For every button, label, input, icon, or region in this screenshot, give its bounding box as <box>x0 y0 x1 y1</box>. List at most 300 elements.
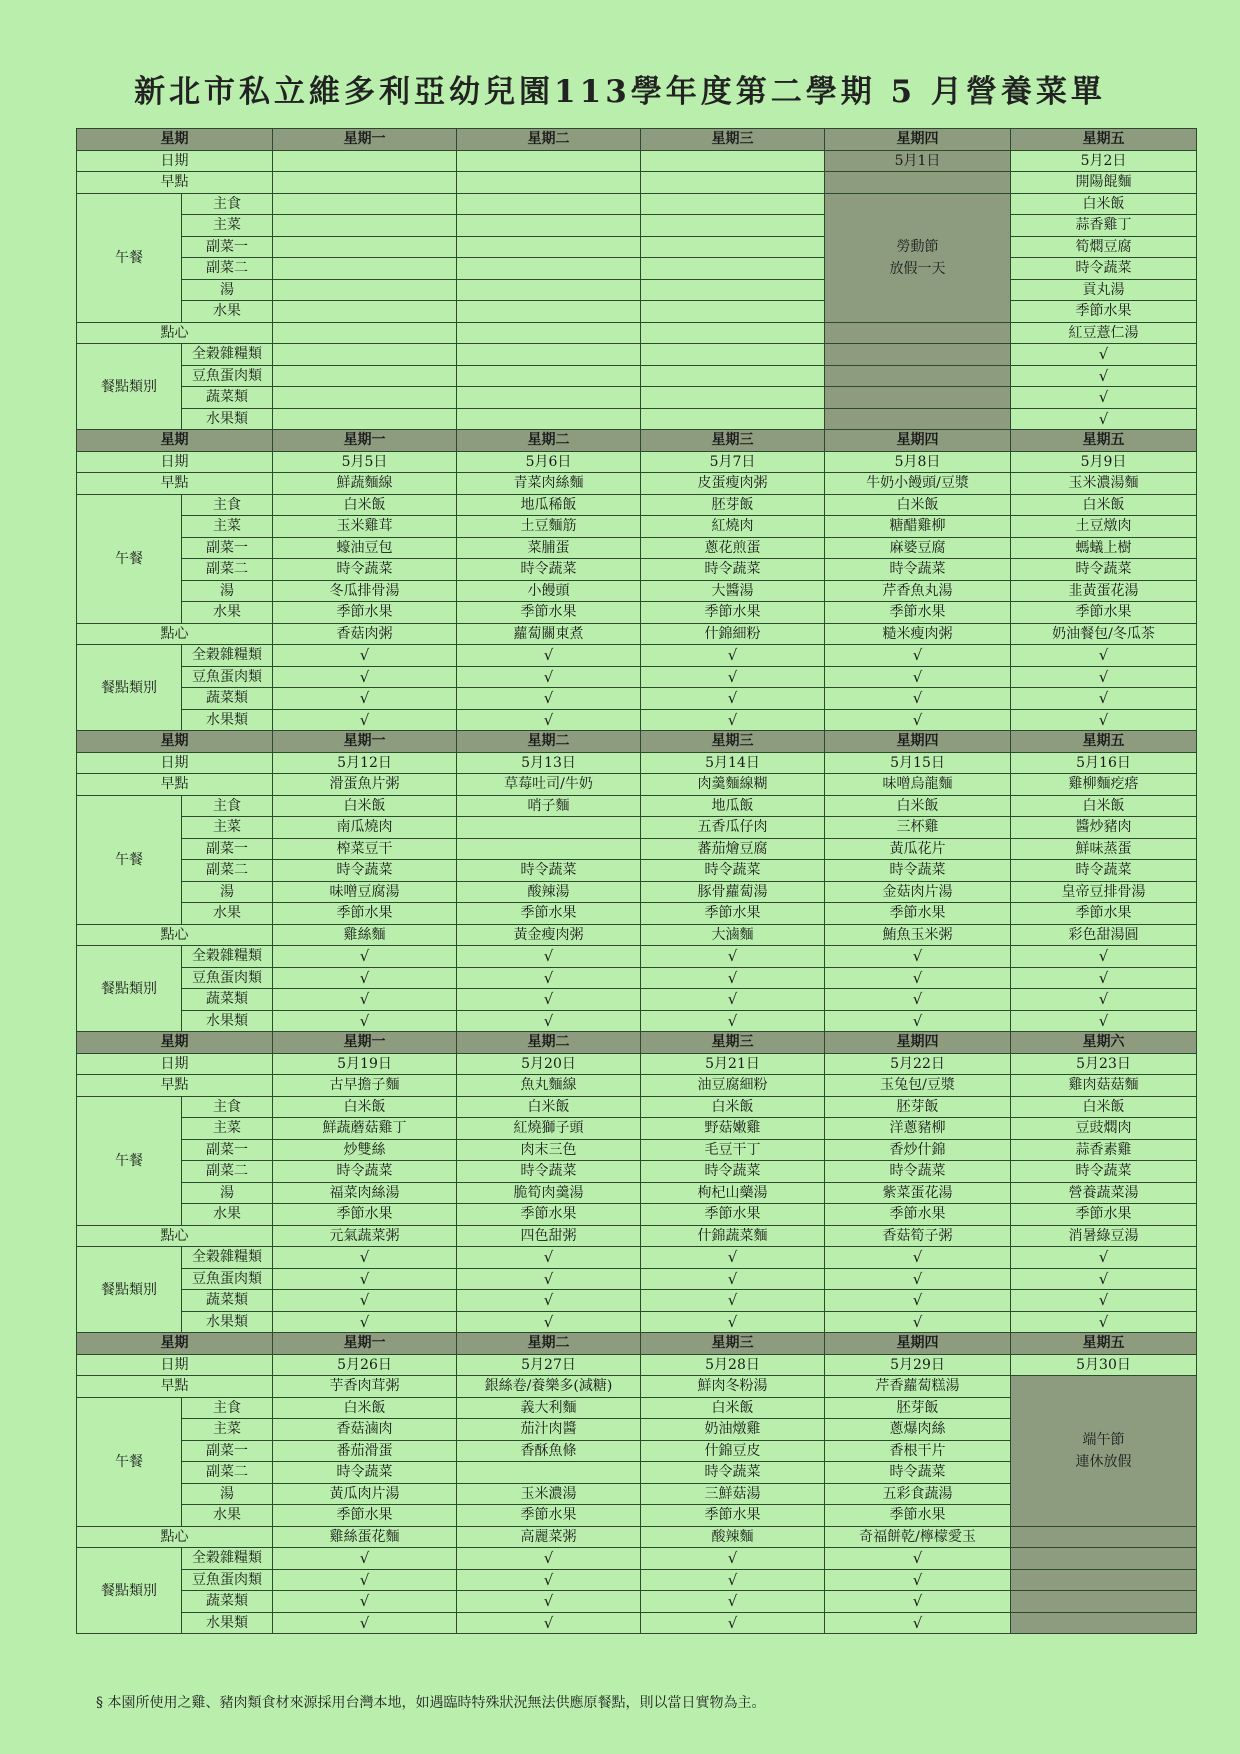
lunch-cell: 紅燒肉 <box>641 516 825 538</box>
check-mark-icon: √ <box>912 1291 923 1310</box>
check-mark-icon: √ <box>543 646 554 665</box>
breakfast-cell: 牛奶小饅頭/豆漿 <box>825 473 1011 495</box>
check-cell <box>641 688 825 710</box>
breakfast-cell: 玉米濃湯麵 <box>1011 473 1197 495</box>
lunch-item-label: 主菜 <box>182 1118 273 1140</box>
check-cell <box>641 408 825 430</box>
lunch-row <box>77 838 1197 860</box>
lunch-cell: 時令蔬菜 <box>825 860 1011 882</box>
check-cell <box>273 645 457 667</box>
check-cell <box>641 365 825 387</box>
breakfast-row <box>77 774 1197 796</box>
check-mark-icon: √ <box>727 1592 738 1611</box>
snack-cell: 四色甜粥 <box>457 1225 641 1247</box>
category-item-label: 水果類 <box>182 709 273 731</box>
check-mark-icon: √ <box>543 1291 554 1310</box>
check-mark-icon: √ <box>727 947 738 966</box>
lunch-cell: 時令蔬菜 <box>273 860 457 882</box>
lunch-item-label: 水果 <box>182 1204 273 1226</box>
lunch-cell: 胚芽飯 <box>825 1096 1011 1118</box>
category-row <box>77 946 1197 968</box>
lunch-cell <box>457 1462 641 1484</box>
category-item-label: 蔬菜類 <box>182 989 273 1011</box>
weekday-cell: 星期三 <box>641 129 825 151</box>
category-row <box>77 967 1197 989</box>
lunch-cell: 季節水果 <box>641 903 825 925</box>
lunch-cell: 糖醋雞柳 <box>825 516 1011 538</box>
date-cell: 5月2日 <box>1011 150 1197 172</box>
check-cell <box>641 387 825 409</box>
lunch-row <box>77 215 1197 237</box>
snack-cell: 高麗菜粥 <box>457 1526 641 1548</box>
lunch-item-label: 湯 <box>182 881 273 903</box>
lunch-cell: 豆豉燜肉 <box>1011 1118 1197 1140</box>
breakfast-cell: 芋香肉茸粥 <box>273 1376 457 1398</box>
check-cell <box>457 1612 641 1634</box>
check-mark-icon: √ <box>727 1570 738 1589</box>
weekday-cell: 星期五 <box>1011 1333 1197 1355</box>
weekday-cell: 星期六 <box>1011 1032 1197 1054</box>
breakfast-cell: 古早擔子麵 <box>273 1075 457 1097</box>
category-item-label: 水果類 <box>182 1010 273 1032</box>
lunch-item-label: 副菜一 <box>182 1139 273 1161</box>
breakfast-cell: 草莓吐司/牛奶 <box>457 774 641 796</box>
category-row <box>77 1591 1197 1613</box>
category-row <box>77 1311 1197 1333</box>
lunch-label: 午餐 <box>77 193 182 322</box>
lunch-cell: 脆筍肉羹湯 <box>457 1182 641 1204</box>
check-cell <box>1011 387 1197 409</box>
lunch-cell <box>641 301 825 323</box>
weekday-label: 星期 <box>77 430 273 452</box>
category-item-label: 豆魚蛋肉類 <box>182 365 273 387</box>
category-row <box>77 1010 1197 1032</box>
check-cell <box>1011 946 1197 968</box>
lunch-item-label: 湯 <box>182 1182 273 1204</box>
check-cell <box>273 967 457 989</box>
lunch-cell <box>273 193 457 215</box>
breakfast-row <box>77 172 1197 194</box>
snack-cell: 糙米瘦肉粥 <box>825 623 1011 645</box>
category-item-label: 蔬菜類 <box>182 387 273 409</box>
date-cell: 5月26日 <box>273 1354 457 1376</box>
lunch-cell <box>641 279 825 301</box>
lunch-cell: 蒜香素雞 <box>1011 1139 1197 1161</box>
lunch-item-label: 主食 <box>182 795 273 817</box>
snack-cell: 香菇肉粥 <box>273 623 457 645</box>
lunch-cell: 地瓜飯 <box>641 795 825 817</box>
lunch-label: 午餐 <box>77 795 182 924</box>
category-item-label: 全穀雜糧類 <box>182 344 273 366</box>
snack-cell: 鮪魚玉米粥 <box>825 924 1011 946</box>
check-mark-icon: √ <box>543 990 554 1009</box>
lunch-cell <box>457 301 641 323</box>
lunch-cell: 時令蔬菜 <box>457 559 641 581</box>
check-mark-icon: √ <box>543 1011 554 1030</box>
check-cell <box>641 1311 825 1333</box>
category-item-label: 全穀雜糧類 <box>182 1548 273 1570</box>
check-mark-icon: √ <box>359 1248 370 1267</box>
lunch-row <box>77 1182 1197 1204</box>
check-mark-icon: √ <box>1098 1269 1109 1288</box>
check-cell <box>457 946 641 968</box>
lunch-cell: 季節水果 <box>273 903 457 925</box>
date-cell: 5月22日 <box>825 1053 1011 1075</box>
check-mark-icon: √ <box>1098 968 1109 987</box>
breakfast-row <box>77 1376 1197 1398</box>
category-item-label: 蔬菜類 <box>182 1591 273 1613</box>
check-mark-icon: √ <box>543 1613 554 1632</box>
check-mark-icon: √ <box>912 1613 923 1632</box>
breakfast-cell: 肉羹麵線糊 <box>641 774 825 796</box>
lunch-cell: 時令蔬菜 <box>457 1161 641 1183</box>
category-row <box>77 666 1197 688</box>
lunch-cell: 韭黃蛋花湯 <box>1011 580 1197 602</box>
lunch-cell: 季節水果 <box>1011 1204 1197 1226</box>
check-mark-icon: √ <box>1098 710 1109 729</box>
date-cell: 5月15日 <box>825 752 1011 774</box>
check-mark-icon: √ <box>912 1592 923 1611</box>
lunch-cell: 營養蔬菜湯 <box>1011 1182 1197 1204</box>
check-cell <box>457 1311 641 1333</box>
lunch-row <box>77 279 1197 301</box>
lunch-item-label: 主食 <box>182 494 273 516</box>
check-mark-icon: √ <box>727 1549 738 1568</box>
category-item-label: 全穀雜糧類 <box>182 1247 273 1269</box>
lunch-item-label: 主菜 <box>182 817 273 839</box>
week-header-row <box>77 1032 1197 1054</box>
weekday-label: 星期 <box>77 731 273 753</box>
lunch-cell: 地瓜稀飯 <box>457 494 641 516</box>
lunch-cell: 紅燒獅子頭 <box>457 1118 641 1140</box>
category-row <box>77 688 1197 710</box>
lunch-cell: 白米飯 <box>641 1096 825 1118</box>
date-label: 日期 <box>77 451 273 473</box>
weekday-cell: 星期五 <box>1011 731 1197 753</box>
check-mark-icon: √ <box>543 1570 554 1589</box>
check-cell <box>1011 1591 1197 1613</box>
lunch-row <box>77 1096 1197 1118</box>
check-mark-icon: √ <box>359 1269 370 1288</box>
lunch-item-label: 湯 <box>182 1483 273 1505</box>
lunch-cell: 榨菜豆干 <box>273 838 457 860</box>
menu-table <box>76 128 1197 1634</box>
lunch-cell: 蔥花煎蛋 <box>641 537 825 559</box>
lunch-cell <box>641 236 825 258</box>
lunch-cell: 香根干片 <box>825 1440 1011 1462</box>
lunch-cell: 什錦豆皮 <box>641 1440 825 1462</box>
check-cell <box>1011 1612 1197 1634</box>
holiday-text: 放假一天 <box>889 260 946 277</box>
check-cell <box>825 645 1011 667</box>
check-cell <box>273 408 457 430</box>
category-item-label: 豆魚蛋肉類 <box>182 967 273 989</box>
check-cell <box>457 1290 641 1312</box>
snack-cell <box>457 322 641 344</box>
check-cell <box>641 1591 825 1613</box>
lunch-row <box>77 258 1197 280</box>
check-mark-icon: √ <box>359 1613 370 1632</box>
lunch-cell: 香炒什錦 <box>825 1139 1011 1161</box>
category-row <box>77 344 1197 366</box>
check-cell <box>273 1247 457 1269</box>
date-cell: 5月27日 <box>457 1354 641 1376</box>
date-label: 日期 <box>77 752 273 774</box>
lunch-item-label: 主菜 <box>182 516 273 538</box>
check-mark-icon: √ <box>912 990 923 1009</box>
check-mark-icon: √ <box>727 1248 738 1267</box>
lunch-cell: 玉米濃湯 <box>457 1483 641 1505</box>
category-item-label: 水果類 <box>182 1311 273 1333</box>
breakfast-cell: 滑蛋魚片粥 <box>273 774 457 796</box>
holiday-cell <box>1011 1376 1197 1527</box>
check-cell <box>457 645 641 667</box>
weekday-cell: 星期二 <box>457 430 641 452</box>
check-cell <box>273 946 457 968</box>
date-cell: 5月19日 <box>273 1053 457 1075</box>
lunch-cell: 蕃茄燴豆腐 <box>641 838 825 860</box>
check-mark-icon: √ <box>727 1011 738 1030</box>
check-cell <box>457 967 641 989</box>
week-header-row <box>77 1333 1197 1355</box>
weekday-cell: 星期四 <box>825 1032 1011 1054</box>
check-cell <box>825 1612 1011 1634</box>
snack-cell: 酸辣麵 <box>641 1526 825 1548</box>
check-cell <box>457 365 641 387</box>
lunch-cell: 鮮蔬蘑菇雞丁 <box>273 1118 457 1140</box>
snack-row <box>77 1225 1197 1247</box>
weekday-label: 星期 <box>77 1032 273 1054</box>
check-cell <box>1011 1268 1197 1290</box>
lunch-row <box>77 537 1197 559</box>
lunch-item-label: 副菜一 <box>182 236 273 258</box>
breakfast-cell: 銀絲卷/養樂多(減糖) <box>457 1376 641 1398</box>
breakfast-cell: 雞肉菇菇麵 <box>1011 1075 1197 1097</box>
weekday-label: 星期 <box>77 1333 273 1355</box>
breakfast-cell: 開陽餛麵 <box>1011 172 1197 194</box>
lunch-cell <box>457 838 641 860</box>
lunch-cell: 五彩食蔬湯 <box>825 1483 1011 1505</box>
check-mark-icon: √ <box>912 1549 923 1568</box>
lunch-cell: 季節水果 <box>273 1505 457 1527</box>
lunch-row <box>77 1139 1197 1161</box>
check-cell <box>1011 688 1197 710</box>
lunch-cell: 白米飯 <box>1011 193 1197 215</box>
check-cell <box>825 344 1011 366</box>
snack-cell: 什錦細粉 <box>641 623 825 645</box>
weekday-cell: 星期四 <box>825 430 1011 452</box>
lunch-cell: 時令蔬菜 <box>641 860 825 882</box>
check-mark-icon: √ <box>912 1269 923 1288</box>
check-cell <box>1011 1010 1197 1032</box>
check-cell <box>273 666 457 688</box>
check-cell <box>1011 1290 1197 1312</box>
date-cell <box>641 150 825 172</box>
check-mark-icon: √ <box>359 1592 370 1611</box>
category-item-label: 豆魚蛋肉類 <box>182 666 273 688</box>
lunch-cell: 時令蔬菜 <box>273 1462 457 1484</box>
weekday-cell: 星期一 <box>273 430 457 452</box>
lunch-cell: 冬瓜排骨湯 <box>273 580 457 602</box>
lunch-cell: 哨子麵 <box>457 795 641 817</box>
check-cell <box>641 1569 825 1591</box>
check-mark-icon: √ <box>912 1248 923 1267</box>
category-row <box>77 408 1197 430</box>
check-cell <box>825 1010 1011 1032</box>
lunch-item-label: 副菜二 <box>182 860 273 882</box>
check-mark-icon: √ <box>359 1011 370 1030</box>
snack-cell: 紅豆薏仁湯 <box>1011 322 1197 344</box>
lunch-cell: 季節水果 <box>1011 301 1197 323</box>
check-cell <box>273 709 457 731</box>
check-cell <box>273 1268 457 1290</box>
lunch-cell <box>641 193 825 215</box>
lunch-cell: 白米飯 <box>1011 1096 1197 1118</box>
check-cell <box>273 387 457 409</box>
check-cell <box>457 666 641 688</box>
check-cell <box>825 688 1011 710</box>
check-mark-icon: √ <box>543 1248 554 1267</box>
breakfast-row <box>77 1075 1197 1097</box>
check-mark-icon: √ <box>359 667 370 686</box>
check-cell <box>825 709 1011 731</box>
date-row <box>77 451 1197 473</box>
check-mark-icon: √ <box>543 689 554 708</box>
lunch-cell: 三杯雞 <box>825 817 1011 839</box>
lunch-cell: 螞蟻上樹 <box>1011 537 1197 559</box>
check-mark-icon: √ <box>1098 689 1109 708</box>
breakfast-cell: 鮮蔬麵線 <box>273 473 457 495</box>
check-cell <box>641 1612 825 1634</box>
lunch-cell: 麻婆豆腐 <box>825 537 1011 559</box>
lunch-cell: 季節水果 <box>1011 602 1197 624</box>
date-cell: 5月12日 <box>273 752 457 774</box>
date-cell: 5月23日 <box>1011 1053 1197 1075</box>
check-cell <box>1011 666 1197 688</box>
check-cell <box>641 1548 825 1570</box>
check-mark-icon: √ <box>912 710 923 729</box>
date-row <box>77 752 1197 774</box>
lunch-cell: 胚芽飯 <box>825 1397 1011 1419</box>
lunch-cell: 季節水果 <box>641 602 825 624</box>
snack-cell <box>825 322 1011 344</box>
check-cell <box>273 1290 457 1312</box>
check-cell <box>1011 365 1197 387</box>
check-mark-icon: √ <box>727 1291 738 1310</box>
lunch-cell: 季節水果 <box>825 903 1011 925</box>
check-cell <box>273 688 457 710</box>
check-cell <box>273 989 457 1011</box>
check-cell <box>641 989 825 1011</box>
lunch-cell: 筍燜豆腐 <box>1011 236 1197 258</box>
date-cell: 5月9日 <box>1011 451 1197 473</box>
lunch-cell: 時令蔬菜 <box>273 559 457 581</box>
lunch-cell: 白米飯 <box>457 1096 641 1118</box>
check-cell <box>1011 1247 1197 1269</box>
check-mark-icon: √ <box>543 1592 554 1611</box>
check-cell <box>825 1268 1011 1290</box>
weekday-cell: 星期一 <box>273 129 457 151</box>
lunch-cell: 金菇肉片湯 <box>825 881 1011 903</box>
weekday-cell: 星期三 <box>641 1032 825 1054</box>
check-cell <box>825 1311 1011 1333</box>
snack-label: 點心 <box>77 1225 273 1247</box>
check-mark-icon: √ <box>543 667 554 686</box>
holiday-cell <box>825 193 1011 322</box>
lunch-cell: 白米飯 <box>273 795 457 817</box>
lunch-cell: 奶油燉雞 <box>641 1419 825 1441</box>
check-cell <box>457 709 641 731</box>
date-cell <box>457 150 641 172</box>
check-cell <box>1011 1311 1197 1333</box>
breakfast-cell <box>641 172 825 194</box>
breakfast-label: 早點 <box>77 774 273 796</box>
breakfast-cell: 鮮肉冬粉湯 <box>641 1376 825 1398</box>
snack-cell: 彩色甜湯圓 <box>1011 924 1197 946</box>
category-item-label: 水果類 <box>182 1612 273 1634</box>
lunch-cell: 皇帝豆排骨湯 <box>1011 881 1197 903</box>
menu-table-body <box>77 129 1197 1634</box>
category-item-label: 水果類 <box>182 408 273 430</box>
check-mark-icon: √ <box>359 1312 370 1331</box>
category-item-label: 全穀雜糧類 <box>182 946 273 968</box>
lunch-cell <box>273 279 457 301</box>
weekday-cell: 星期四 <box>825 1333 1011 1355</box>
lunch-cell: 三鮮菇湯 <box>641 1483 825 1505</box>
check-cell <box>825 1548 1011 1570</box>
lunch-item-label: 副菜二 <box>182 258 273 280</box>
weekday-cell: 星期三 <box>641 1333 825 1355</box>
breakfast-cell <box>273 172 457 194</box>
category-item-label: 蔬菜類 <box>182 1290 273 1312</box>
category-item-label: 豆魚蛋肉類 <box>182 1268 273 1290</box>
date-label: 日期 <box>77 150 273 172</box>
lunch-item-label: 主食 <box>182 193 273 215</box>
breakfast-cell: 青菜肉絲麵 <box>457 473 641 495</box>
lunch-item-label: 主菜 <box>182 215 273 237</box>
lunch-cell: 白米飯 <box>825 494 1011 516</box>
lunch-row <box>77 301 1197 323</box>
check-mark-icon: √ <box>359 1291 370 1310</box>
check-cell <box>273 344 457 366</box>
category-row <box>77 1569 1197 1591</box>
check-cell <box>273 1591 457 1613</box>
check-cell <box>825 989 1011 1011</box>
category-label: 餐點類別 <box>77 645 182 731</box>
check-mark-icon: √ <box>912 667 923 686</box>
date-cell: 5月5日 <box>273 451 457 473</box>
weekday-cell: 星期二 <box>457 731 641 753</box>
check-mark-icon: √ <box>727 1613 738 1632</box>
check-mark-icon: √ <box>1098 1312 1109 1331</box>
lunch-cell: 香菇滷肉 <box>273 1419 457 1441</box>
breakfast-cell: 味噌烏龍麵 <box>825 774 1011 796</box>
lunch-row <box>77 559 1197 581</box>
lunch-cell: 番茄滑蛋 <box>273 1440 457 1462</box>
snack-row <box>77 1526 1197 1548</box>
check-cell <box>641 645 825 667</box>
lunch-cell: 芹香魚丸湯 <box>825 580 1011 602</box>
date-label: 日期 <box>77 1354 273 1376</box>
breakfast-cell: 油豆腐細粉 <box>641 1075 825 1097</box>
breakfast-cell: 皮蛋瘦肉粥 <box>641 473 825 495</box>
breakfast-label: 早點 <box>77 1075 273 1097</box>
check-mark-icon: √ <box>543 710 554 729</box>
lunch-item-label: 副菜一 <box>182 537 273 559</box>
snack-cell: 黃金瘦肉粥 <box>457 924 641 946</box>
check-mark-icon: √ <box>727 990 738 1009</box>
footnote: § 本園所使用之雞、豬肉類食材來源採用台灣本地，如遇臨時特殊狀況無法供應原餐點，則以當日實物為主。 <box>96 1695 766 1711</box>
